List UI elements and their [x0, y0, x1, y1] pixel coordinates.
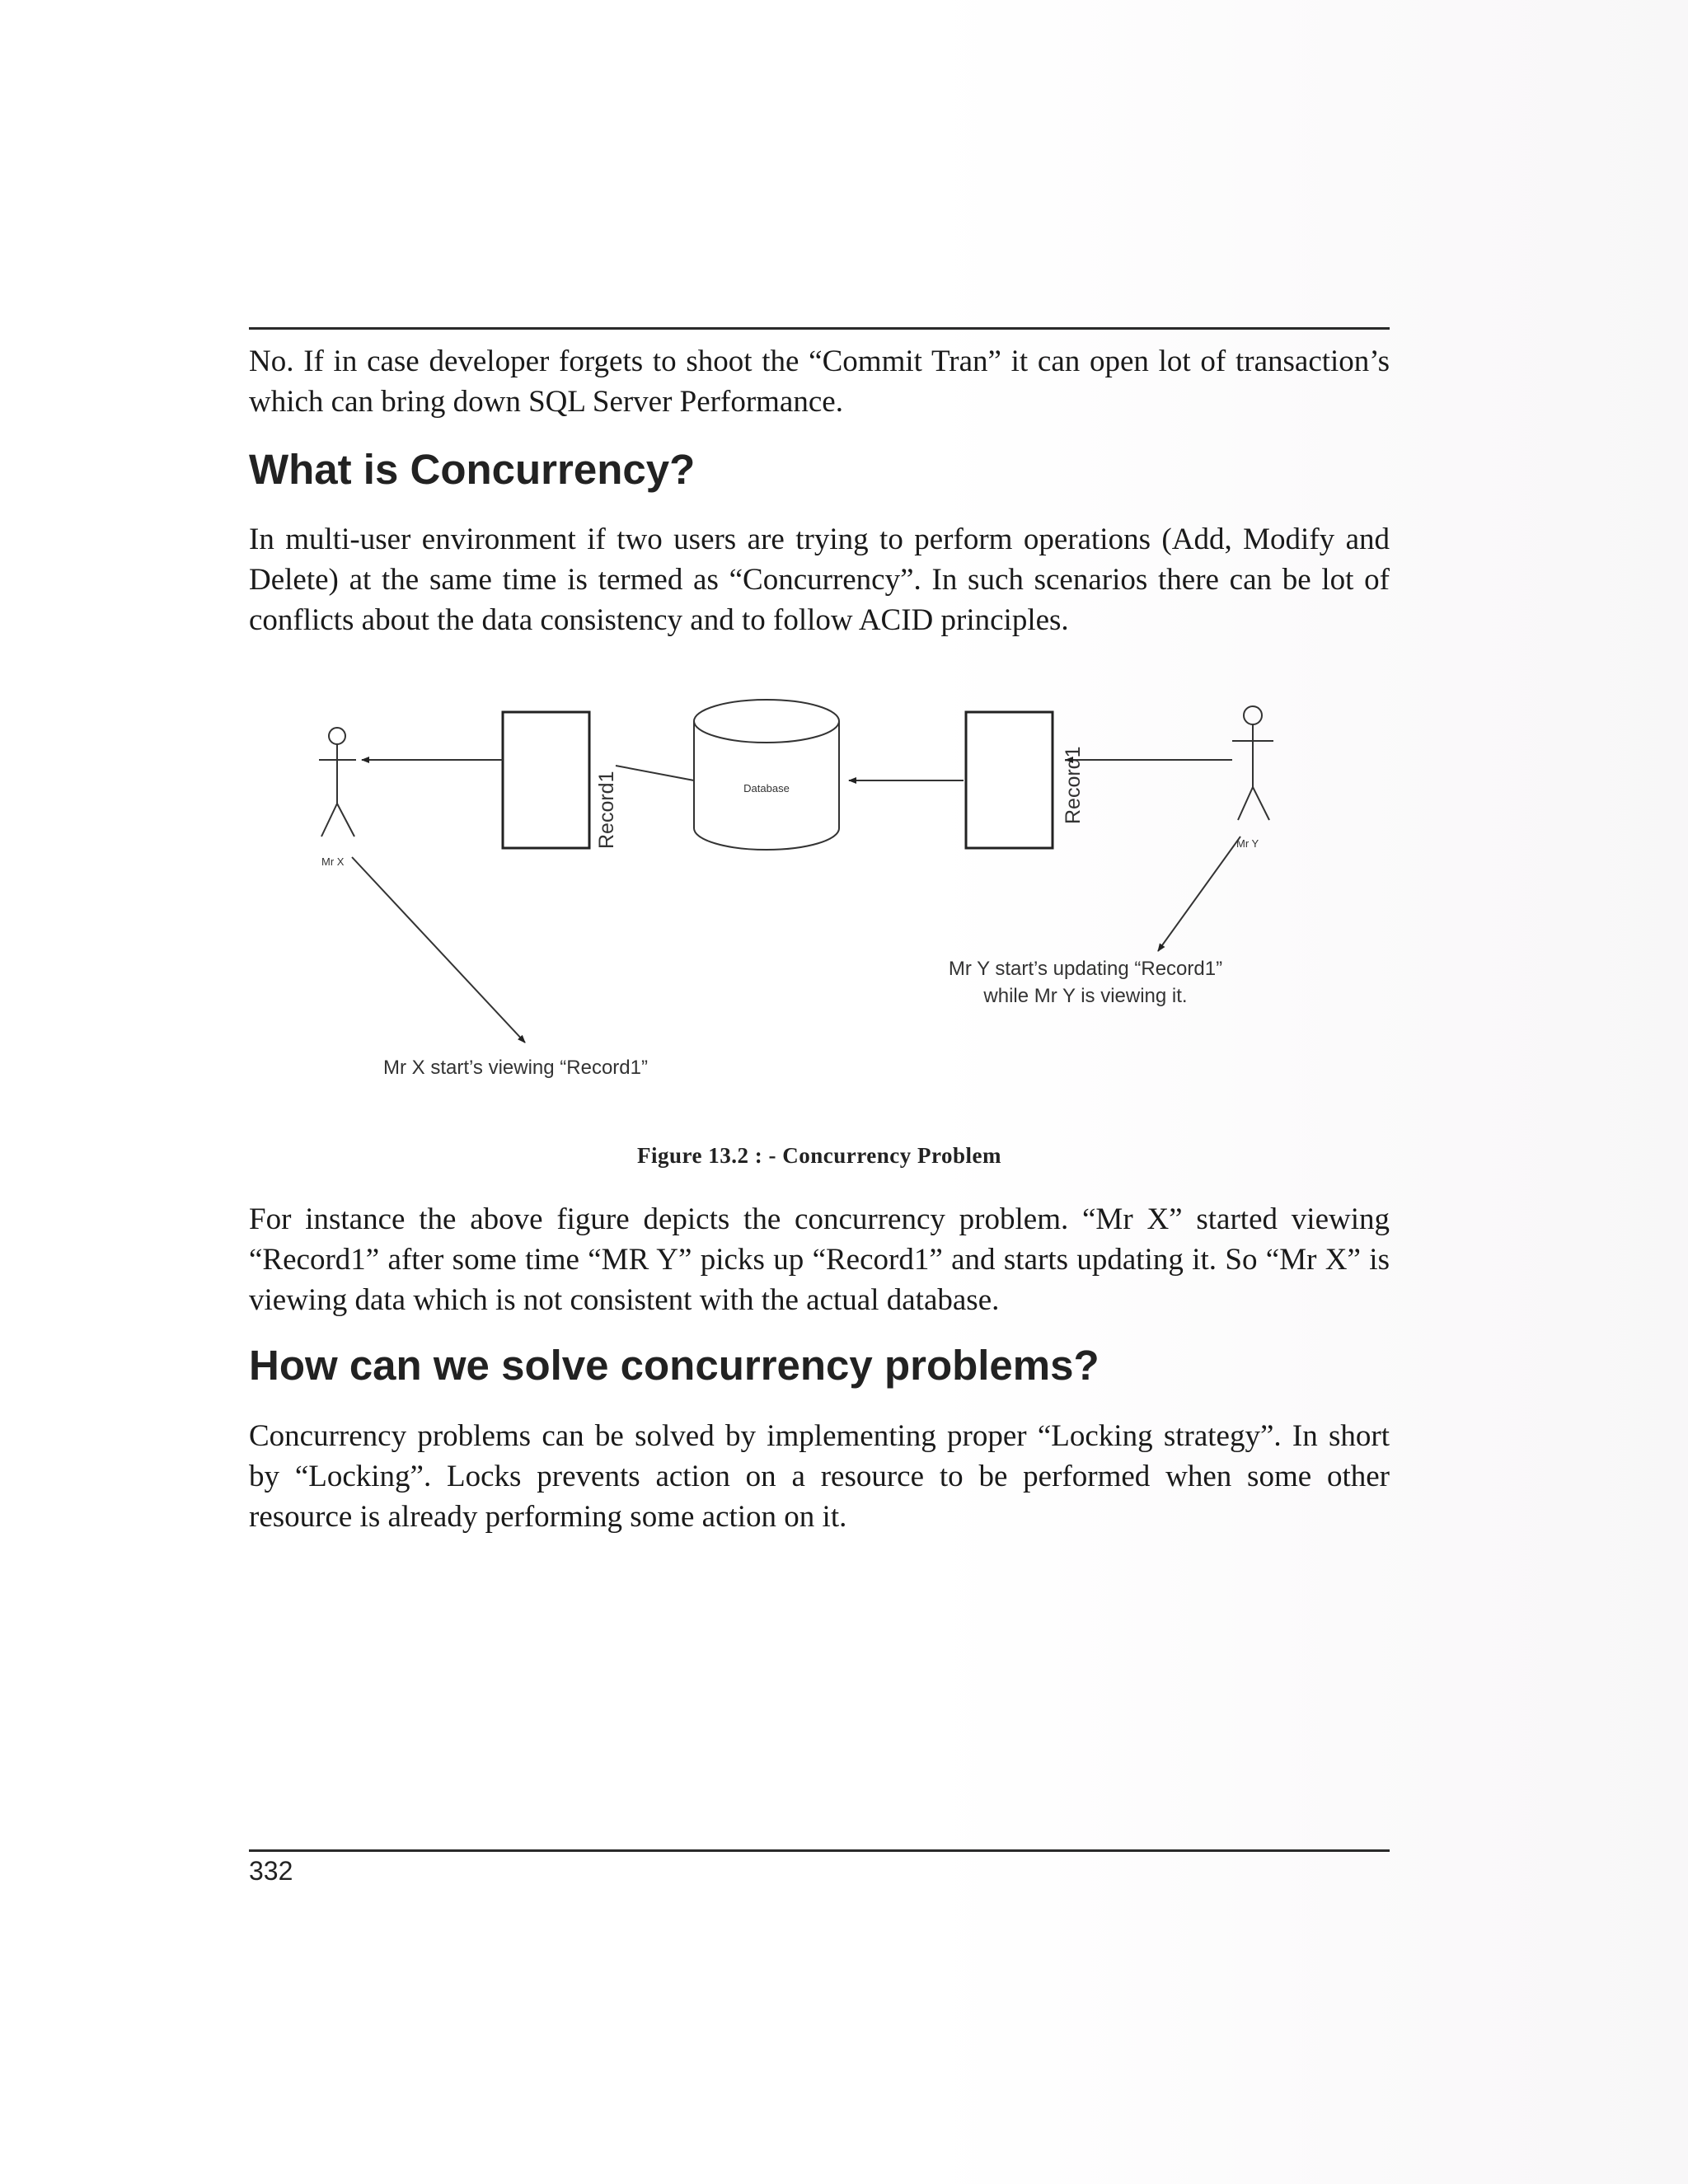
note-mr-x-viewing: Mr X start’s viewing “Record1”: [383, 1057, 648, 1079]
actor-mr-y-figure: [1232, 706, 1273, 820]
note-mr-y-viewing: while Mr Y is viewing it.: [983, 985, 1188, 1007]
heading-what-is-concurrency: What is Concurrency?: [249, 446, 696, 493]
explanation-paragraph: For instance the above figure depicts the concurrency problem. “Mr X” started viewing “Record1” after some time “MR Y” picks up “Record1” and starts updating it. So “Mr X” is viewing data which is not consistent with the actual database.: [249, 1202, 1390, 1317]
intro-paragraph: No. If in case developer forgets to shoot the “Commit Tran” it can open lot of transaction’s which can bring down SQL Server Performance.: [249, 344, 1390, 419]
heading-how-to-solve: How can we solve concurrency problems?: [249, 1342, 1100, 1389]
actor-mr-x-label: Mr X: [321, 855, 345, 868]
header-rule: [249, 327, 1390, 330]
record1-left-label: Record1: [595, 771, 618, 849]
note-mr-y-updating: Mr Y start’s updating “Record1”: [948, 958, 1223, 980]
actor-mr-y-label: Mr Y: [1236, 837, 1259, 850]
figure-caption: Figure 13.2 : - Concurrency Problem: [637, 1143, 1001, 1168]
arrow-note-tip: [1158, 945, 1162, 951]
arrow-mr-x-to-note: [352, 857, 525, 1043]
solve-paragraph: Concurrency problems can be solved by implementing proper “Locking strategy”. In short by “Locking”. Locks prevents action on a resource to be performed when some other resource is already performing some action on it.: [249, 1419, 1390, 1534]
actor-mr-x-figure: [319, 728, 356, 837]
line-record-to-database: [616, 766, 694, 780]
concurrency-diagram: [249, 680, 1320, 1108]
page-number: 332: [249, 1856, 293, 1886]
record1-left-box: [503, 712, 589, 848]
concurrency-paragraph: In multi-user environment if two users are trying to perform operations (Add, Modify and Delete) at the same time is termed as “Concurrency”. In such scenarios there can be lot of conflicts about the data consistency and to follow ACID principles.: [249, 523, 1390, 637]
record1-right-box: [966, 712, 1053, 848]
database-label: Database: [743, 782, 790, 794]
line-mr-y-to-note: [1162, 837, 1240, 945]
record1-right-label: Record1: [1062, 746, 1085, 824]
database-cylinder: [694, 700, 839, 850]
footer-rule: [249, 1849, 1390, 1852]
